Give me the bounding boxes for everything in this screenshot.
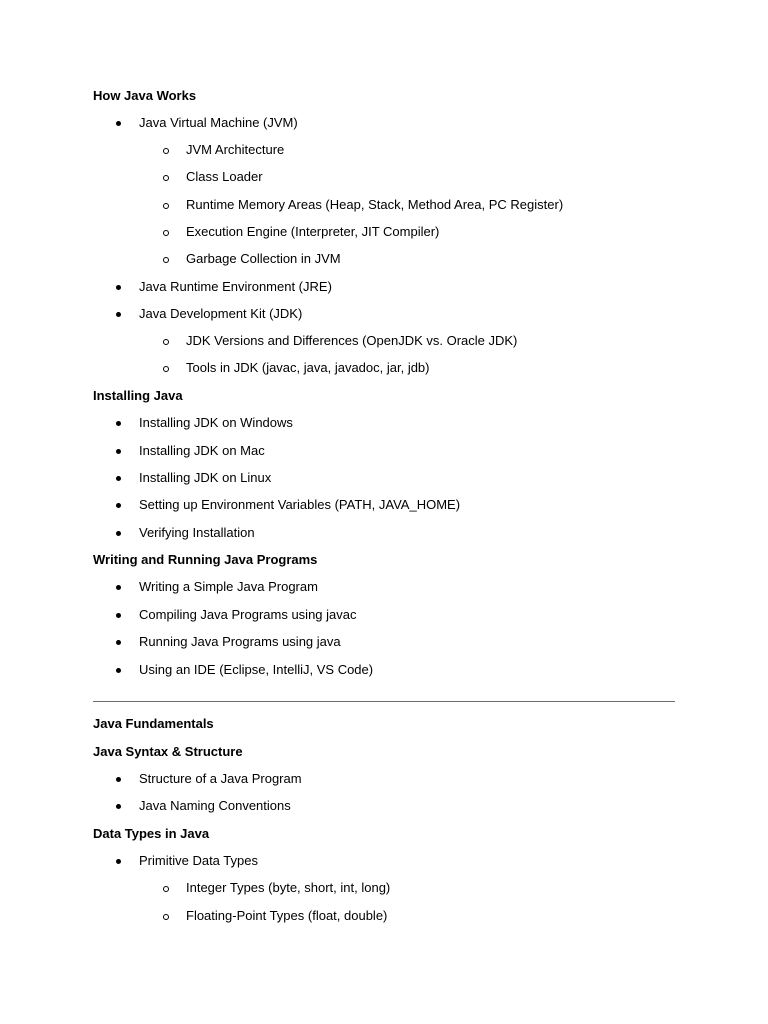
section-heading: Java Syntax & Structure xyxy=(93,744,243,759)
list-item: Verifying Installation xyxy=(139,525,255,540)
list-item: Tools in JDK (javac, java, javadoc, jar, jdb) xyxy=(186,360,430,375)
list-item: JDK Versions and Differences (OpenJDK vs. Oracle JDK) xyxy=(186,333,518,348)
bullet-disc-icon xyxy=(116,613,121,618)
section-heading: Writing and Running Java Programs xyxy=(93,552,318,567)
list-item: Runtime Memory Areas (Heap, Stack, Method Area, PC Register) xyxy=(186,197,564,212)
bullet-circle-icon xyxy=(163,230,169,236)
list-item: Installing JDK on Windows xyxy=(139,415,293,430)
bullet-circle-icon xyxy=(163,203,169,209)
list-item: Java Virtual Machine (JVM) xyxy=(139,115,298,130)
list-item: Installing JDK on Linux xyxy=(139,470,272,485)
bullet-disc-icon xyxy=(116,503,121,508)
horizontal-rule xyxy=(93,701,675,702)
bullet-circle-icon xyxy=(163,914,169,920)
section-heading: Java Fundamentals xyxy=(93,716,214,731)
bullet-disc-icon xyxy=(116,531,121,536)
list-item: Running Java Programs using java xyxy=(139,634,341,649)
list-item: Integer Types (byte, short, int, long) xyxy=(186,880,391,895)
list-item: Installing JDK on Mac xyxy=(139,443,265,458)
bullet-circle-icon xyxy=(163,257,169,263)
bullet-disc-icon xyxy=(116,476,121,481)
list-item: JVM Architecture xyxy=(186,142,285,157)
list-item: Garbage Collection in JVM xyxy=(186,251,341,266)
bullet-disc-icon xyxy=(116,449,121,454)
list-item: Primitive Data Types xyxy=(139,853,258,868)
bullet-disc-icon xyxy=(116,121,121,126)
list-item: Floating-Point Types (float, double) xyxy=(186,908,388,923)
list-item: Compiling Java Programs using javac xyxy=(139,607,357,622)
section-heading: Data Types in Java xyxy=(93,826,210,841)
bullet-circle-icon xyxy=(163,175,169,181)
bullet-disc-icon xyxy=(116,312,121,317)
bullet-disc-icon xyxy=(116,585,121,590)
bullet-disc-icon xyxy=(116,859,121,864)
bullet-disc-icon xyxy=(116,804,121,809)
bullet-circle-icon xyxy=(163,886,169,892)
list-item: Java Naming Conventions xyxy=(139,798,291,813)
list-item: Structure of a Java Program xyxy=(139,771,302,786)
bullet-circle-icon xyxy=(163,148,169,154)
list-item: Using an IDE (Eclipse, IntelliJ, VS Code) xyxy=(139,662,374,677)
bullet-disc-icon xyxy=(116,640,121,645)
list-item: Execution Engine (Interpreter, JIT Compiler) xyxy=(186,224,440,239)
bullet-disc-icon xyxy=(116,421,121,426)
list-item: Writing a Simple Java Program xyxy=(139,579,318,594)
section-heading: Installing Java xyxy=(93,388,183,403)
list-item: Java Runtime Environment (JRE) xyxy=(139,279,332,294)
list-item: Setting up Environment Variables (PATH, JAVA_HOME) xyxy=(139,497,461,512)
bullet-disc-icon xyxy=(116,668,121,673)
list-item: Class Loader xyxy=(186,169,263,184)
bullet-disc-icon xyxy=(116,285,121,290)
list-item: Java Development Kit (JDK) xyxy=(139,306,303,321)
bullet-circle-icon xyxy=(163,366,169,372)
section-heading: How Java Works xyxy=(93,88,197,103)
bullet-disc-icon xyxy=(116,777,121,782)
bullet-circle-icon xyxy=(163,339,169,345)
